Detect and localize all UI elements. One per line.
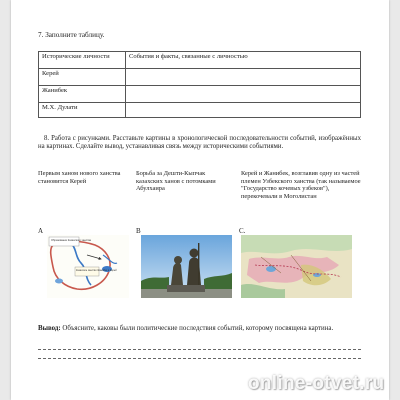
regional-map-image [241,235,352,298]
table-row [39,69,361,86]
persons-table [38,51,361,118]
task-8-text: 8. Работа с рисунками. Расставьте картины в хронологической последовательности событий, изображённых на картинах. Сделайте вывод, устанавливая связь между историческими событиями. [38,135,361,151]
conclusion-label: Вывод: [38,325,61,332]
monument-image [141,235,232,298]
task-7-title: 7. Заполните таблицу. [38,31,105,39]
historical-map-image [47,235,129,298]
conclusion [38,325,361,334]
table-cell-person: Жанибек [39,86,126,103]
table-cell-person: М.Х. Дулати [39,103,126,118]
picture-label-b: B [136,227,141,235]
table-cell-events[interactable] [126,86,361,103]
table-row [39,103,361,118]
table-header-cell: Исторические личности [39,52,126,69]
table-header-cell: События и факты, связанные с личностью [126,52,361,69]
picture-a-map [47,235,129,298]
table-cell-events[interactable] [126,103,361,118]
caption-c: Керей и Жанибек, возглавив одну из частей племен Узбекского ханства (так называемое "Государство кочевых узбеков"), перекочевали в Моголистан [241,170,361,201]
picture-label-c: C. [239,227,246,235]
table-header-row [39,52,361,69]
map-label-2: Казахское ханство Жанибек и Керей [76,269,117,272]
conclusion-text: Объясните, каковы были политические последствия событий, которому посвящена картина. [62,325,334,332]
site-watermark: online-otvet.ru [248,373,385,394]
map-label-1: Образование Казахского ханства [51,239,91,242]
picture-b-monument [141,235,232,298]
worksheet-page [11,0,389,400]
answer-line[interactable] [38,358,361,359]
table-cell-person: Керей [39,69,126,86]
caption-a: Первым ханом нового ханства становится Керей [38,170,121,185]
table-row [39,86,361,103]
answer-line[interactable] [38,349,361,350]
caption-b: Борьба за Дешти-Кыпчак казахских ханов с потомками Абулхаира [136,170,216,193]
picture-label-a: A [38,227,44,235]
table-cell-events[interactable] [126,69,361,86]
picture-c-map [241,235,352,298]
